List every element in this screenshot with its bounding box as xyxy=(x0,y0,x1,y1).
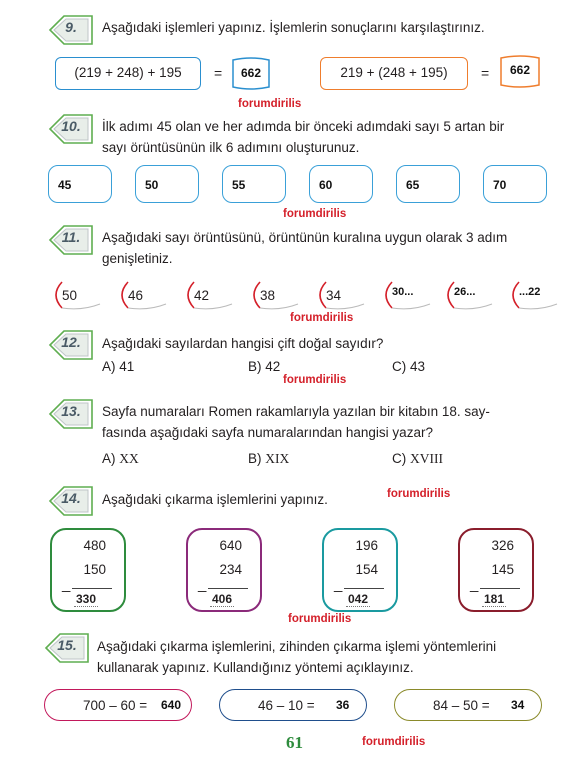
question-11-text-line1: Aşağıdaki sayı örüntüsünü, örüntünün kuralına uygun olarak 3 adım xyxy=(102,230,508,245)
question-12-text: Aşağıdaki sayılardan hangisi çift doğal sayıdır? xyxy=(102,336,384,351)
question-15-text-line2: kullanarak yapınız. Kullandığınız yöntemi açıklayınız. xyxy=(97,660,414,675)
q11-answer-value: 26... xyxy=(454,286,476,298)
q14-card xyxy=(458,528,534,612)
q15-expression: 46 – 10 = xyxy=(258,698,315,713)
q9-left-expression-box xyxy=(55,57,201,90)
question-13-text-line1: Sayfa numaraları Romen rakamlarıyla yazılan bir kitabın 18. say- xyxy=(102,404,490,419)
watermark: forumdirilis xyxy=(283,208,347,220)
q14-card xyxy=(50,528,126,612)
q11-given-value: 42 xyxy=(194,288,210,303)
question-number-9: 9. xyxy=(48,14,98,44)
watermark: forumdirilis xyxy=(362,736,426,748)
q9-right-expression-box xyxy=(320,57,468,90)
question-10-text-line2: sayı örüntüsünün ilk 6 adımını oluşturunuz. xyxy=(102,140,360,155)
question-number-13: 13. xyxy=(48,398,98,428)
q14-top-number: 196 xyxy=(355,538,378,553)
q11-answer-value: ...22 xyxy=(519,286,541,298)
q14-bottom-number: 150 xyxy=(83,562,106,577)
q9-left-answer: 662 xyxy=(240,66,262,80)
q11-given-value: 38 xyxy=(260,288,276,303)
question-13-text-line2: fasında aşağıdaki sayfa numaralarından hangisi yazar? xyxy=(102,425,433,440)
q10-step-value: 45 xyxy=(58,178,72,192)
q9-right-answer-box xyxy=(499,55,541,88)
question-number-14: 14. xyxy=(48,485,98,515)
question-9-text: Aşağıdaki işlemleri yapınız. İşlemlerin sonuçlarını karşılaştırınız. xyxy=(102,20,485,35)
question-10-text-line1: İlk adımı 45 olan ve her adımda bir önceki adımdaki sayı 5 artan bir xyxy=(102,119,505,134)
q14-minus-sign: _ xyxy=(334,576,343,593)
q9-right-answer: 662 xyxy=(509,63,531,77)
q11-pattern-item xyxy=(312,280,368,310)
q15-problem-capsule xyxy=(394,689,542,721)
q14-top-number: 640 xyxy=(219,538,242,553)
q10-step-box xyxy=(483,165,547,203)
q14-minus-sign: _ xyxy=(470,576,479,593)
q15-answer: 34 xyxy=(511,698,525,712)
q11-pattern-item xyxy=(180,280,236,310)
q15-expression: 84 – 50 = xyxy=(433,698,490,713)
q14-minus-sign: _ xyxy=(62,576,71,593)
q14-result: 330 xyxy=(76,592,97,606)
q9-right-equals: = xyxy=(481,65,490,81)
q14-minus-sign: _ xyxy=(198,576,207,593)
q11-pattern-item xyxy=(440,280,496,310)
q14-result: 406 xyxy=(212,592,233,606)
q13-option-a[interactable]: A) XX xyxy=(102,451,139,466)
q14-result-line xyxy=(208,588,248,589)
q12-option-b[interactable]: B) 42 xyxy=(248,359,281,374)
q11-answer-value: 30... xyxy=(392,286,414,298)
q10-step-box xyxy=(222,165,286,203)
q14-card xyxy=(322,528,398,612)
q10-step-box xyxy=(135,165,199,203)
q10-step-value: 70 xyxy=(493,178,507,192)
watermark: forumdirilis xyxy=(288,613,352,625)
q14-card xyxy=(186,528,262,612)
question-number-11: 11. xyxy=(48,224,98,254)
question-number-10: 10. xyxy=(48,113,98,143)
q15-answer: 640 xyxy=(161,698,182,712)
q10-step-box xyxy=(396,165,460,203)
q10-step-box xyxy=(309,165,373,203)
q14-result-line xyxy=(344,588,384,589)
q14-bottom-number: 154 xyxy=(355,562,378,577)
q12-option-c[interactable]: C) 43 xyxy=(392,359,426,374)
q11-given-value: 46 xyxy=(128,288,144,303)
q11-given-value: 34 xyxy=(326,288,342,303)
q14-result-line xyxy=(72,588,112,589)
q11-pattern-item xyxy=(48,280,104,310)
q9-left-expression: (219 + 248) + 195 xyxy=(74,65,182,80)
q14-bottom-number: 145 xyxy=(491,562,514,577)
question-10-text xyxy=(102,116,504,158)
question-number-12: 12. xyxy=(48,329,98,359)
q11-pattern-item xyxy=(114,280,170,310)
q10-step-value: 65 xyxy=(406,178,420,192)
q9-left-equals: = xyxy=(214,65,223,81)
q15-problem-capsule xyxy=(219,689,367,721)
watermark: forumdirilis xyxy=(238,98,302,110)
q14-bottom-number: 234 xyxy=(219,562,242,577)
question-15-text-line1: Aşağıdaki çıkarma işlemlerini, zihinden çıkarma işlemi yöntemlerini xyxy=(97,639,497,654)
question-13-text xyxy=(102,401,490,443)
question-number-15: 15. xyxy=(44,632,94,662)
q14-top-number: 480 xyxy=(83,538,106,553)
q11-pattern-item xyxy=(505,280,561,310)
q11-pattern-item xyxy=(378,280,434,310)
q14-result: 042 xyxy=(348,592,369,606)
watermark: forumdirilis xyxy=(387,488,451,500)
q15-problem-capsule xyxy=(44,689,192,721)
q10-step-value: 50 xyxy=(145,178,159,192)
question-11-text xyxy=(102,227,507,269)
page-number: 61 xyxy=(286,733,303,752)
q10-step-value: 55 xyxy=(232,178,246,192)
question-14-text: Aşağıdaki çıkarma işlemlerini yapınız. xyxy=(102,492,328,507)
q14-top-number: 326 xyxy=(491,538,514,553)
q9-left-answer-box xyxy=(231,57,271,90)
q13-option-c[interactable]: C) XVIII xyxy=(392,451,444,466)
q10-step-box xyxy=(48,165,112,203)
q13-option-b[interactable]: B) XIX xyxy=(248,451,290,466)
q11-pattern-item xyxy=(246,280,302,310)
watermark: forumdirilis xyxy=(283,374,347,386)
q11-given-value: 50 xyxy=(62,288,78,303)
q15-expression: 700 – 60 = xyxy=(83,698,148,713)
question-11-text-line2: genişletiniz. xyxy=(102,251,173,266)
q9-right-expression: 219 + (248 + 195) xyxy=(340,65,448,80)
question-15-text xyxy=(97,636,496,678)
q12-option-a[interactable]: A) 41 xyxy=(102,359,135,374)
q14-result: 181 xyxy=(484,592,505,606)
q15-answer: 36 xyxy=(336,698,350,712)
watermark: forumdirilis xyxy=(290,312,354,324)
q10-step-value: 60 xyxy=(319,178,333,192)
q14-result-line xyxy=(480,588,520,589)
